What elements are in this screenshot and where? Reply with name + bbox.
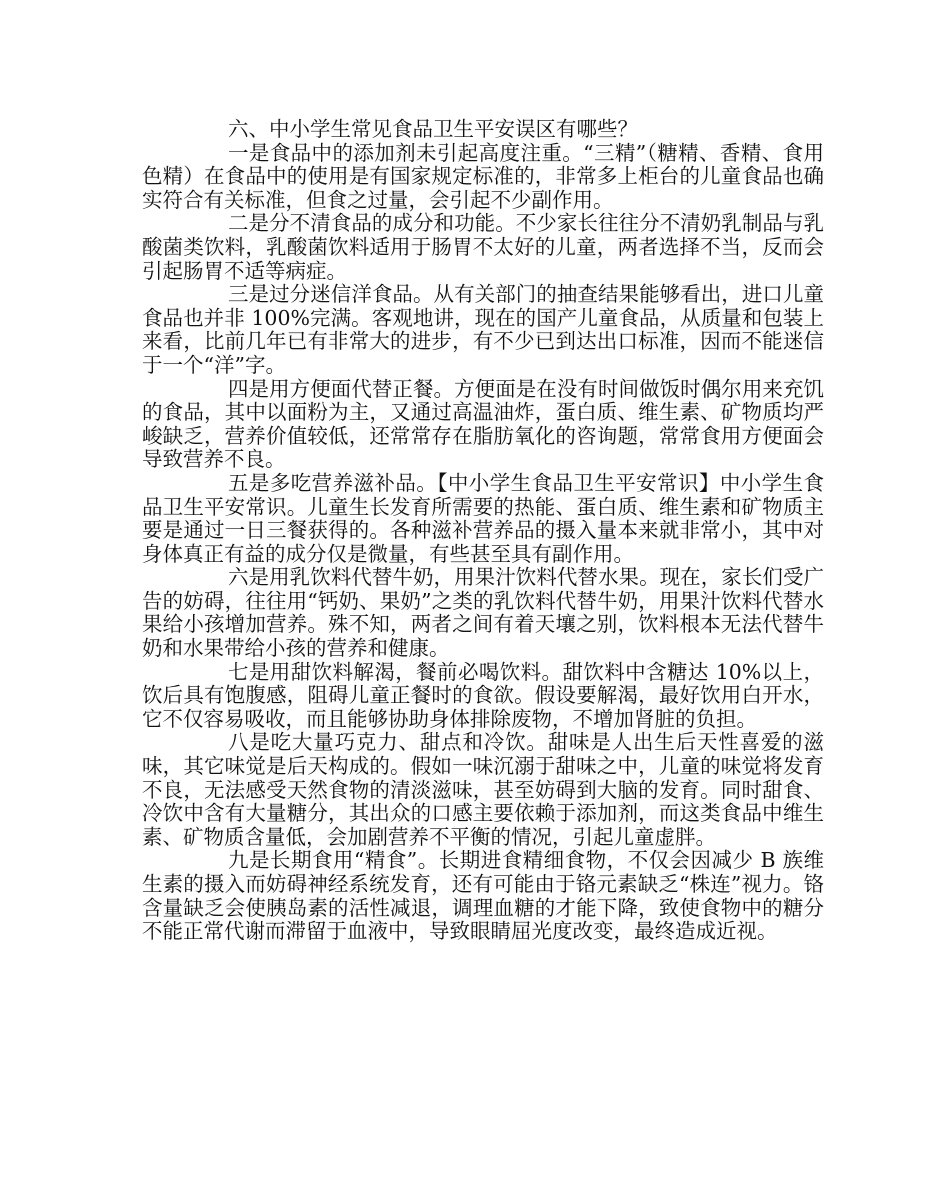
paragraph-additives: 一是食品中的添加剂未引起高度注重。“三精”（糖精、香精、食用色精）在食品中的使用是有国家规定标准的，非常多上柜台的儿童食品也确实符合有关标准，但食之过量，会引起不少副作用。: [142, 140, 824, 212]
paragraph-supplements: 五是多吃营养滋补品。【中小学生食品卫生平安常识】中小学生食品卫生平安常识。儿童生长发育所需要的热能、蛋白质、维生素和矿物质主要是通过一日三餐获得的。各种滋补营养品的摄入量本来就非常小，其中对身体真正有益的成分仅是微量，有些甚至具有副作用。: [142, 470, 824, 566]
paragraph-milk-drinks: 六是用乳饮料代替牛奶，用果汁饮料代替水果。现在，家长们受广告的妨碍，往往用“钙奶、果奶”之类的乳饮料代替牛奶，用果汁饮料代替水果给小孩增加营养。殊不知，两者之间有着天壤之别，饮料根本无法代替牛奶和水果带给小孩的营养和健康。: [142, 565, 824, 661]
paragraph-refined-food: 九是长期食用“精食”。长期进食精细食物，不仅会因减少 B 族维生素的摄入而妨碍神经系统发育，还有可能由于铬元素缺乏“株连”视力。铬含量缺乏会使胰岛素的活性减退，调理血糖的才能下降，致使食物中的糖分不能正常代谢而滞留于血液中，导致眼睛屈光度改变，最终造成近视。: [142, 848, 824, 944]
paragraph-ingredients: 二是分不清食品的成分和功能。不少家长往往分不清奶乳制品与乳酸菌类饮料，乳酸菌饮料适用于肠胃不太好的儿童，两者选择不当，反而会引起肠胃不适等病症。: [142, 211, 824, 283]
paragraph-sweets: 八是吃大量巧克力、甜点和冷饮。甜味是人出生后天性喜爱的滋味，其它味觉是后天构成的。假如一味沉溺于甜味之中，儿童的味觉将发育不良，无法感受天然食物的清淡滋味，甚至妨碍到大脑的发育。同时甜食、冷饮中含有大量糖分，其出众的口感主要依赖于添加剂，而这类食品中维生素、矿物质含量低，会加剧营养不平衡的情况，引起儿童虚胖。: [142, 730, 824, 849]
document-page: [142, 118, 824, 944]
paragraph-imported-food: 三是过分迷信洋食品。从有关部门的抽查结果能够看出，进口儿童食品也并非 100%完满。客观地讲，现在的国产儿童食品，从质量和包装上来看，比前几年已有非常大的进步，有不少已到达出口标准，因而不能迷信于一个“洋”字。: [142, 282, 824, 377]
section-heading: 六、中小学生常见食品卫生平安误区有哪些？: [228, 117, 638, 141]
paragraph-instant-noodles: 四是用方便面代替正餐。方便面是在没有时间做饭时偶尔用来充饥的食品，其中以面粉为主，又通过高温油炸，蛋白质、维生素、矿物质均严峻缺乏，营养价值较低，还常常存在脂肪氧化的咨询题，常常食用方便面会导致营养不良。: [142, 376, 824, 472]
paragraph-sweet-drinks: 七是用甜饮料解渴，餐前必喝饮料。甜饮料中含糖达 10%以上，饮后具有饱腹感，阻碍儿童正餐时的食欲。假设要解渴，最好饮用白开水，它不仅容易吸收，而且能够协助身体排除废物，不增加肾脏的负担。: [142, 659, 824, 731]
